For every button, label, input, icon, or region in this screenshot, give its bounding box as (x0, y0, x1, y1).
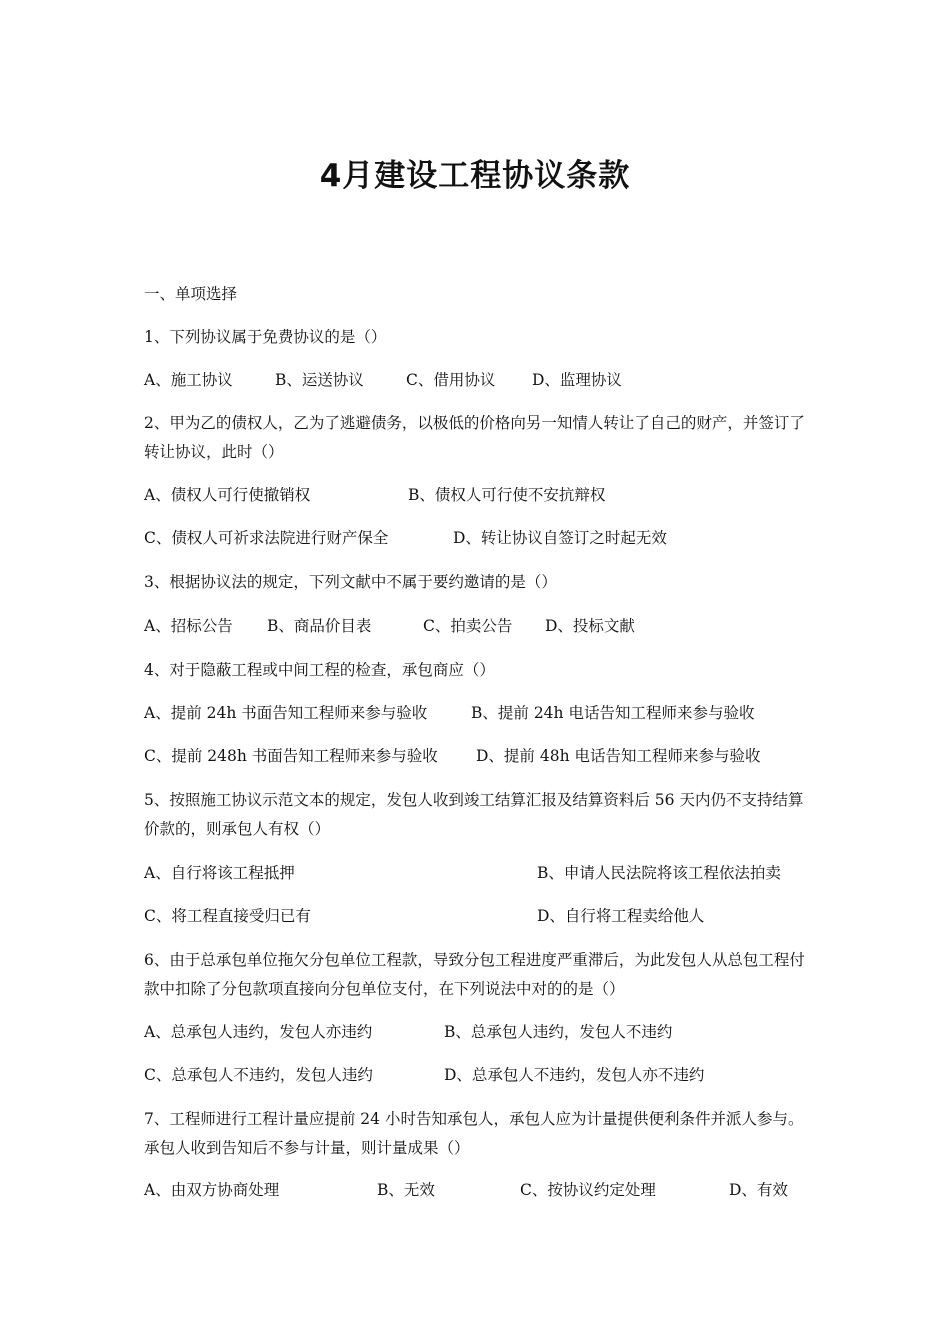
option-d: D、监理协议 (532, 371, 622, 389)
option-b: B、运送协议 (275, 371, 364, 389)
question-stem: 5、按照施工协议示范文本的规定，发包人收到竣工结算汇报及结算资料后 56 天内仍不支持结算价款的，则承包人有权（） (144, 791, 804, 838)
question-stem: 6、由于总承包单位拖欠分包单位工程款，导致分包工程进度严重滞后，为此发包人从总包工程付款中扣除了分包款项直接向分包单位支付，在下列说法中对的的是（） (144, 951, 805, 998)
option-a: A、提前 24h 书面告知工程师来参与验收 (144, 704, 428, 722)
option-a: A、施工协议 (144, 371, 233, 389)
option-d: D、有效 (729, 1181, 788, 1199)
option-c: C、借用协议 (406, 371, 496, 389)
option-a: A、债权人可行使撤销权 (144, 486, 311, 504)
option-d: D、提前 48h 电话告知工程师来参与验收 (476, 747, 761, 765)
option-b: B、申请人民法院将该工程依法拍卖 (537, 864, 781, 882)
question-stem: 1、下列协议属于免费协议的是（） (144, 328, 387, 346)
option-a: A、由双方协商处理 (144, 1181, 280, 1199)
option-a: A、招标公告 (144, 617, 233, 635)
option-c: C、拍卖公告 (423, 617, 513, 635)
option-d: D、自行将工程卖给他人 (537, 907, 705, 925)
option-b: B、债权人可行使不安抗辩权 (408, 486, 606, 504)
option-d: D、总承包人不违约，发包人亦不违约 (444, 1066, 705, 1084)
option-b: B、商品价目表 (267, 617, 372, 635)
option-c: C、总承包人不违约，发包人违约 (144, 1066, 373, 1084)
option-d: D、投标文献 (545, 617, 635, 635)
option-b: B、无效 (377, 1181, 435, 1199)
option-c: C、提前 248h 书面告知工程师来参与验收 (144, 747, 438, 765)
option-a: A、总承包人违约，发包人亦违约 (144, 1023, 373, 1041)
option-c: C、按协议约定处理 (520, 1181, 656, 1199)
option-a: A、自行将该工程抵押 (144, 864, 295, 882)
option-c: C、将工程直接受归已有 (144, 907, 311, 925)
section-heading: 一、单项选择 (144, 285, 238, 303)
question-stem: 2、甲为乙的债权人，乙为了逃避债务，以极低的价格向另一知情人转让了自己的财产，并签订了转让协议，此时（） (144, 414, 805, 461)
question-stem: 4、对于隐蔽工程或中间工程的检查，承包商应（） (144, 661, 495, 679)
document-title: 4月建设工程协议条款 (319, 158, 631, 194)
option-d: D、转让协议自签订之时起无效 (453, 529, 667, 547)
option-b: B、总承包人违约，发包人不违约 (444, 1023, 673, 1041)
question-stem: 3、根据协议法的规定，下列文献中不属于要约邀请的是（） (144, 573, 557, 591)
option-c: C、债权人可祈求法院进行财产保全 (144, 529, 389, 547)
option-b: B、提前 24h 电话告知工程师来参与验收 (471, 704, 755, 722)
question-stem: 7、工程师进行工程计量应提前 24 小时告知承包人，承包人应为计量提供便利条件并派人参与。承包人收到告知后不参与计量，则计量成果（） (144, 1110, 804, 1157)
